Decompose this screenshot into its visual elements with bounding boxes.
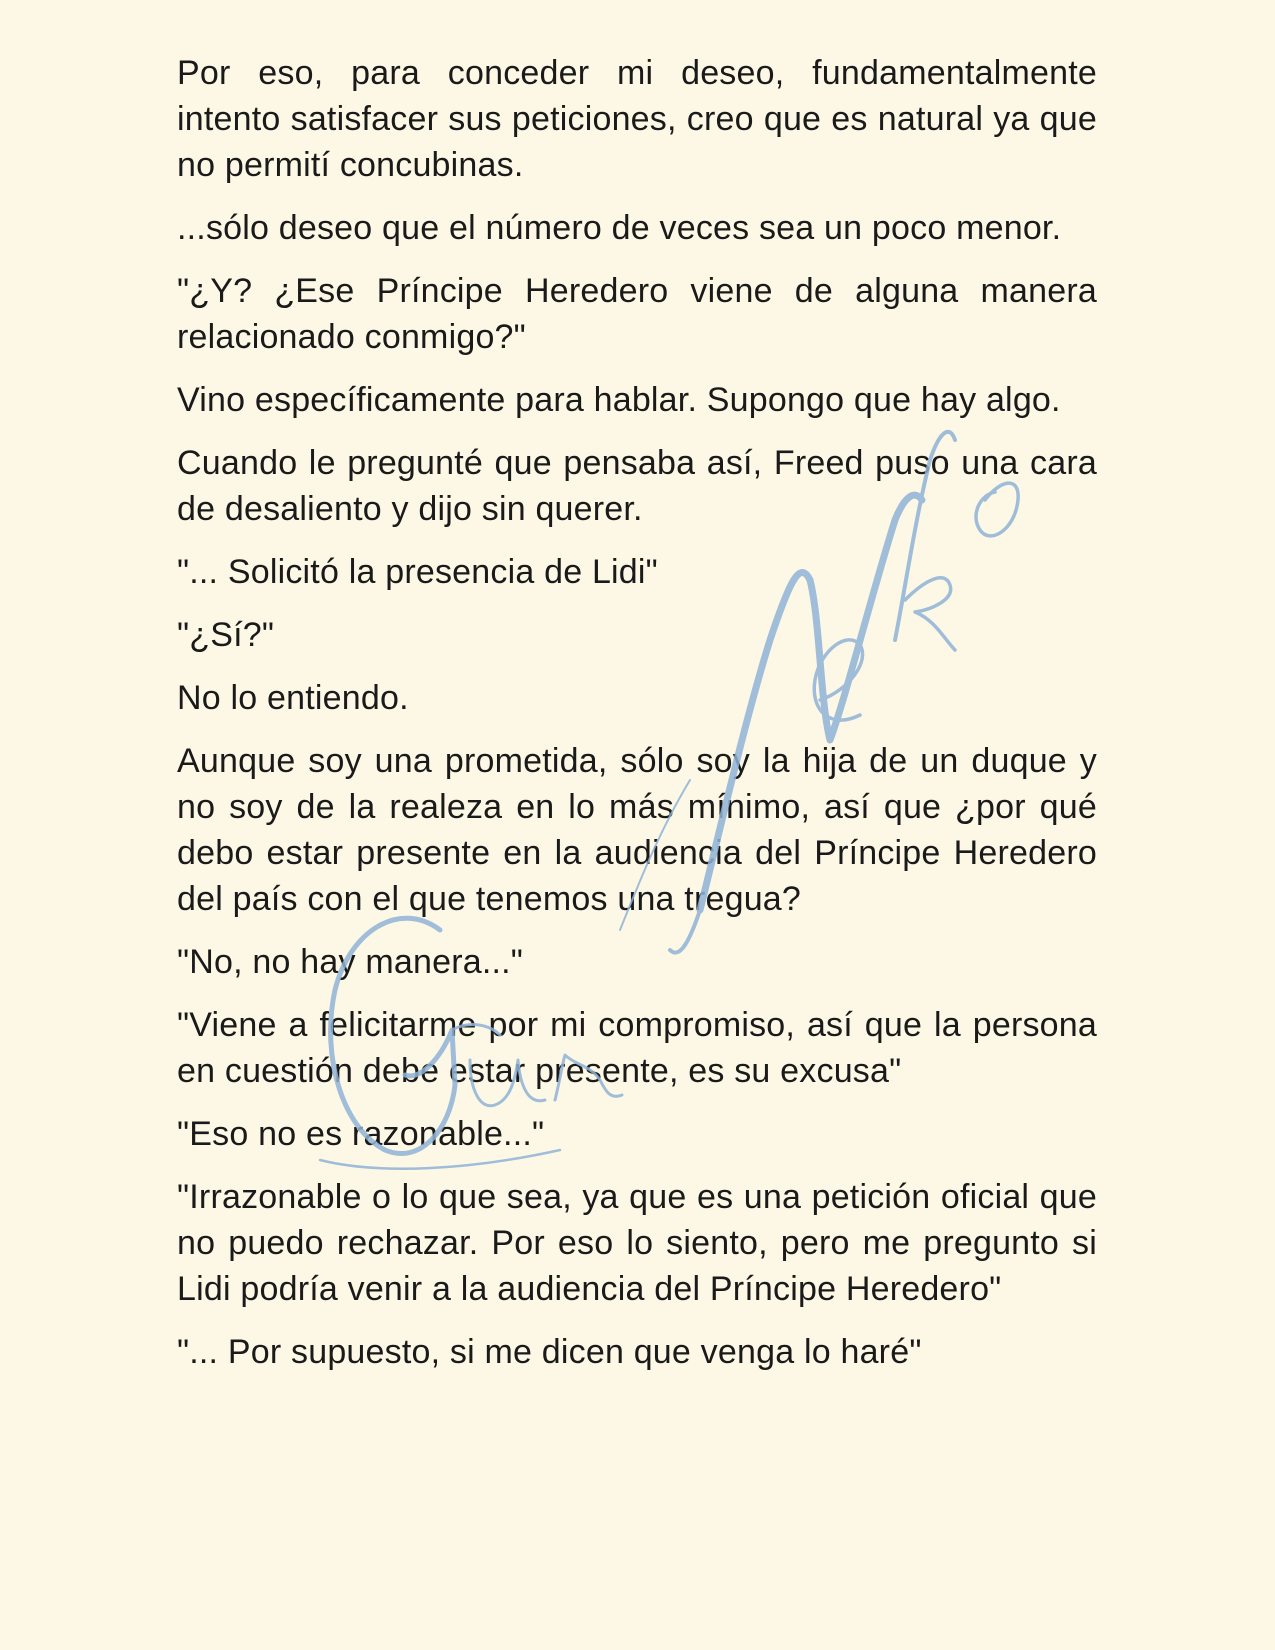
paragraph-2: ...sólo deseo que el número de veces sea un poco menor. bbox=[177, 209, 1062, 247]
paragraph-6: "... Solicitó la presencia de Lidi" bbox=[177, 553, 658, 591]
paragraph-10: "No, no hay manera..." bbox=[177, 943, 524, 981]
paragraph-12: "Eso no es razonable..." bbox=[177, 1115, 545, 1153]
paragraph-3: "¿Y? ¿Ese Príncipe Heredero viene de alguna manera relacionado conmigo?" bbox=[177, 272, 1097, 356]
paragraph-4: Vino específicamente para hablar. Supongo que hay algo. bbox=[177, 381, 1061, 419]
paragraph-5: Cuando le pregunté que pensaba así, Freed puso una cara de desaliento y dijo sin querer. bbox=[177, 444, 1097, 528]
paragraph-1: Por eso, para conceder mi deseo, fundamentalmente intento satisfacer sus peticiones, creo que es natural ya que no permití concubinas. bbox=[177, 54, 1097, 184]
paragraph-7: "¿Sí?" bbox=[177, 616, 275, 654]
paragraph-8: No lo entiendo. bbox=[177, 679, 409, 717]
paragraph-13: "Irrazonable o lo que sea, ya que es una petición oficial que no puedo rechazar. Por eso lo siento, pero me pregunto si Lidi podría venir a la audiencia del Príncipe Heredero" bbox=[177, 1178, 1097, 1308]
paragraph-14: "... Por supuesto, si me dicen que venga lo haré" bbox=[177, 1333, 922, 1371]
paragraph-11: "Viene a felicitarme por mi compromiso, así que la persona en cuestión debe estar presente, es su excusa" bbox=[177, 1006, 1097, 1090]
text-body bbox=[177, 50, 1097, 1392]
paragraph-9: Aunque soy una prometida, sólo soy la hija de un duque y no soy de la realeza en lo más mínimo, así que ¿por qué debo estar presente en la audiencia del Príncipe Heredero del país con el que tenemos una tregua? bbox=[177, 742, 1097, 918]
